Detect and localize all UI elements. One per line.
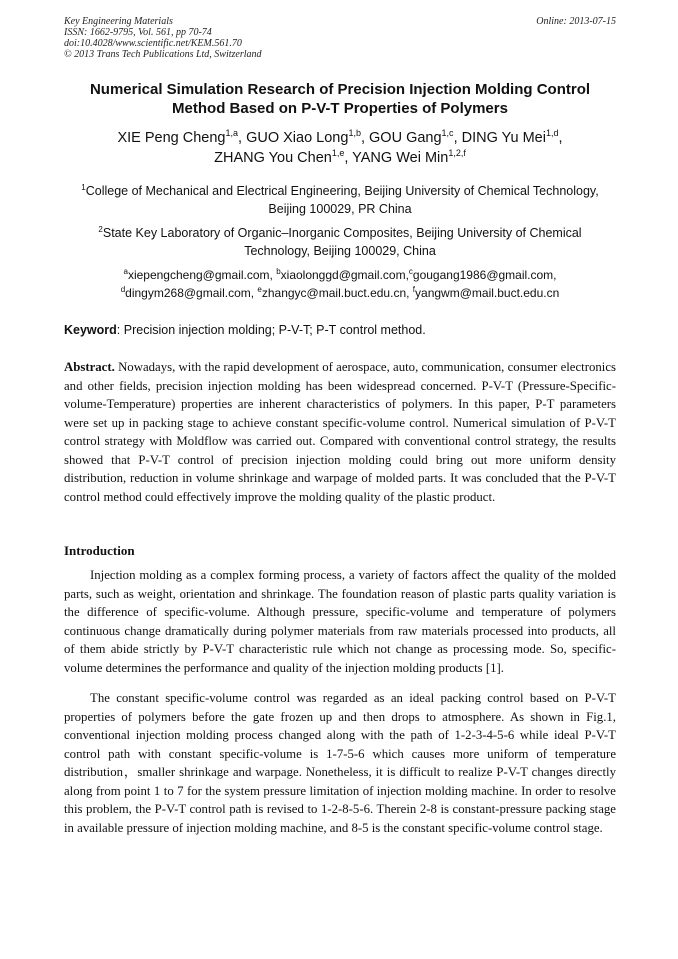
- author-name: GOU Gang: [369, 130, 442, 146]
- abstract-label: Abstract.: [64, 360, 115, 374]
- author-sup: 1,e: [331, 148, 345, 159]
- affiliation-sup: 2: [98, 224, 103, 234]
- doi-line: doi:10.4028/www.scientific.net/KEM.561.70: [64, 38, 242, 49]
- email: zhangyc@mail.buct.edu.cn,: [261, 286, 413, 300]
- author-name: YANG Wei Min: [352, 150, 449, 166]
- email: xiaolonggd@gmail.com,: [280, 268, 409, 282]
- email-sup: e: [257, 285, 262, 294]
- affiliation-text: State Key Laboratory of Organic–Inorganic Composites, Beijing University of Chemical: [102, 226, 582, 240]
- email: yangwm@mail.buct.edu.cn: [415, 286, 560, 300]
- affiliation-text: College of Mechanical and Electrical Engineering, Beijing University of Chemical Technology,: [85, 184, 599, 198]
- keyword-text: : Precision injection molding; P-V-T; P-T control method.: [116, 323, 426, 337]
- issn-line: ISSN: 1662-9795, Vol. 561, pp 70-74: [64, 27, 212, 38]
- author-sup: 1,d: [545, 128, 559, 139]
- keyword-label: Keyword: [64, 323, 117, 337]
- journal-name: Key Engineering Materials: [64, 16, 173, 27]
- author-sup: 1,2,f: [448, 148, 466, 159]
- email-sup: b: [276, 267, 281, 276]
- paragraph: Injection molding as a complex forming process, a variety of factors affect the quality of the molded parts, such as weight, orientation and shrinkage. The foundation reason of plastic parts quality variation is the difference of specific-volume. Although pressure, specific-volume and temperature of polymers continuous change dramatically during polymer materials from raw materials processed into products, all of them abide strictly by P-V-T characteristic rule which not change as processing mode. So, specific-volume determines the performance and quality of the injection molding products [1].: [64, 568, 616, 675]
- author-list: XIE Peng Cheng$^{1,a}$, GUO Xiao Long$^{1,b}$, GOU Gang$^{1,c}$, DING Yu Mei$^{1,d}$, ZHANG You Chen$^{1,e}$, YANG Wei Min$^{1,2,f}$: [117, 128, 563, 166]
- affiliation-text: Technology, Beijing 100029, China: [244, 244, 436, 258]
- section-heading-introduction: Introduction: [64, 543, 135, 558]
- email: gougang1986@gmail.com,: [412, 268, 557, 282]
- journal-header: [64, 16, 616, 60]
- abstract-text: Nowadays, with the rapid development of aerospace, auto, communication, consumer electronics and other fields, precision injection molding has been widespread concerned. P-V-T (Pressure-Specific-volume-Temperature) properties are inherent characteristics of polymers. In this paper, P-T parameters were set up in packing stage to achieve constant specific-volume control. Numerical simulation of P-V-T control strategy with Moldflow was carried out. Compared with conventional control strategy, the results showed that P-V-T control of precision injection molding could bring out more uniform density distribution, reduction in volume shrinkage and warpage of molded parts. It was concluded that the P-V-T control method could effectively improve the molding quality of the plastic product.: [64, 360, 616, 504]
- author-name: GUO Xiao Long: [246, 130, 349, 146]
- email: xiepengcheng@gmail.com,: [127, 268, 277, 282]
- email-sup: a: [123, 267, 128, 276]
- keywords: [64, 322, 616, 338]
- title-line-1: Numerical Simulation Research of Precision Injection Molding Control: [89, 81, 591, 98]
- online-date: Online: 2013-07-15: [536, 16, 616, 27]
- affiliation-sup: 1: [81, 182, 86, 192]
- affiliation-2: [64, 224, 616, 260]
- author-sup: 1,c: [441, 128, 454, 139]
- email: dingym268@gmail.com,: [125, 286, 258, 300]
- author-name: ZHANG You Chen: [214, 150, 332, 166]
- author-sup: 1,b: [348, 128, 361, 139]
- author-name: XIE Peng Cheng: [117, 130, 226, 146]
- email-sup: d: [120, 285, 126, 294]
- author-emails: [64, 266, 616, 302]
- author-sup: 1,a: [225, 128, 238, 139]
- affiliation-1: [64, 182, 616, 218]
- affiliation-text: Beijing 100029, PR China: [268, 202, 412, 216]
- paragraph: The constant specific-volume control was regarded as an ideal packing control based on P-V-T properties of polymers before the gate frozen up and then drops to atmosphere. As shown in Fig.1, conventional injection molding process changed along with the path of 1-2-3-4-5-6 while ideal P-V-T control path with constant specific-volume is 1-7-5-6 which causes more uniform of temperature distribution，smaller shrinkage and warpage. Nonetheless, it is difficult to realize P-V-T changes directly along from point 1 to 7 for the system pressure limitation of injection molding machine. In order to resolve this problem, the P-V-T control path is revised to 1-2-8-5-6. Therein 2-8 is constant-pressure packing stage in available pressure of injection molding machine, and 8-5 is the constant specific-volume control stage.: [64, 691, 616, 835]
- copyright-line: © 2013 Trans Tech Publications Ltd, Switzerland: [64, 49, 262, 60]
- email-sup: f: [412, 285, 416, 294]
- email-sup: c: [408, 267, 413, 276]
- title-line-2: Method Based on P-V-T Properties of Polymers: [172, 100, 508, 117]
- paper-title: [64, 80, 616, 118]
- author-name: DING Yu Mei: [461, 130, 546, 146]
- abstract: [64, 358, 616, 506]
